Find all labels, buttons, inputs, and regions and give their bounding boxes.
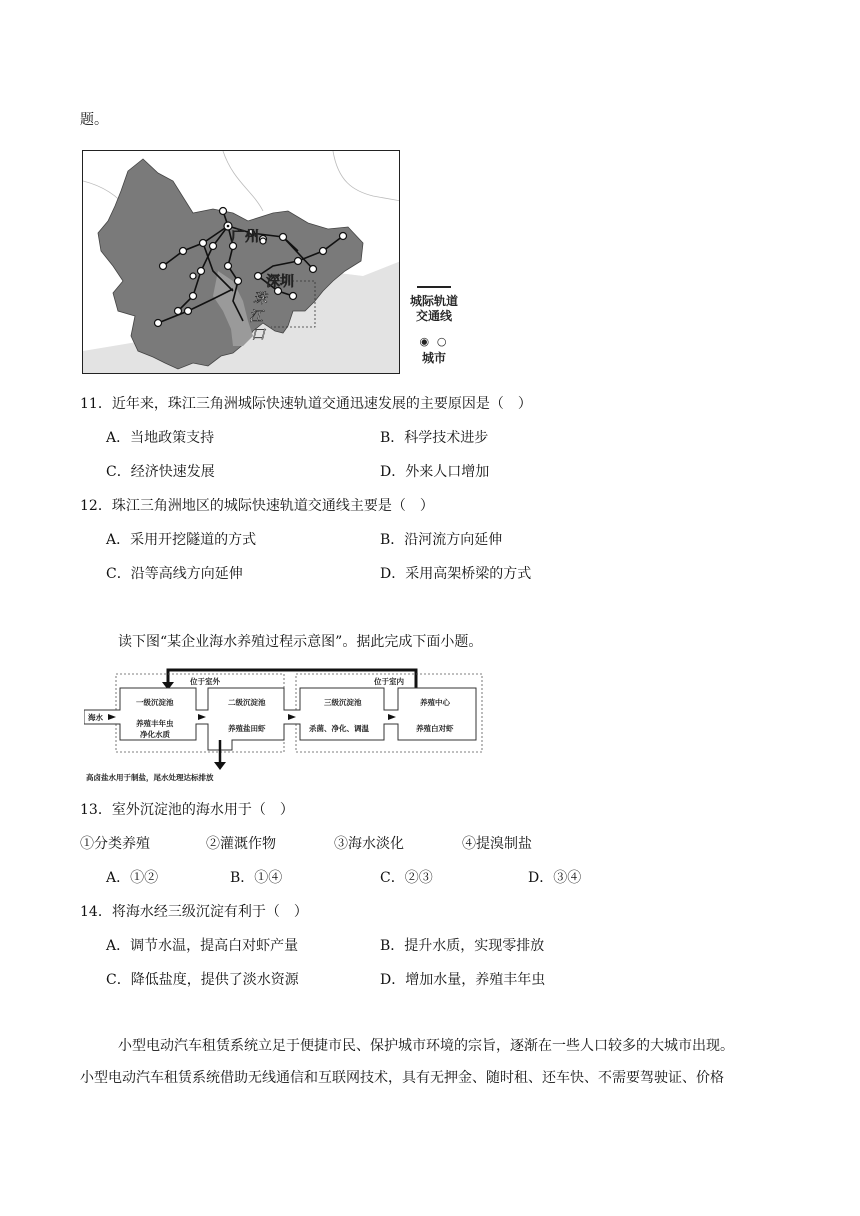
tank1-line1: 养殖丰年虫 — [136, 719, 174, 728]
legend-city-symbols: ◉ ○ — [419, 335, 449, 348]
pearl-river-delta-map — [82, 150, 400, 374]
q12-option-d: D．采用高架桥梁的方式 — [380, 566, 532, 582]
q13-option-c: C．②③ — [380, 870, 433, 886]
q12-stem: 12．珠江三角洲地区的城际快速轨道交通线主要是（ ） — [80, 498, 434, 514]
tank3-line1: 杀菌、净化、调温 — [309, 724, 369, 733]
tank1-line2: 净化水质 — [140, 730, 170, 739]
q12-option-c: C．沿等高线方向延伸 — [106, 566, 243, 582]
q14-option-c: C．降低盐度，提供了淡水资源 — [106, 972, 299, 988]
label-indoor: 位于室内 — [374, 677, 404, 686]
q11-option-d: D．外来人口增加 — [380, 464, 490, 480]
tank3-title: 三级沉淀池 — [324, 698, 362, 707]
passage-line-1: 小型电动汽车租赁系统立足于便捷市民、保护城市环境的宗旨，逐渐在一些人口较多的大城市出现。 — [118, 1038, 734, 1054]
q13-item-2: ②灌溉作物 — [206, 836, 276, 852]
map-graphic — [83, 151, 400, 374]
label-river-2: 江 — [249, 309, 263, 325]
q11-option-a: A．当地政策支持 — [106, 430, 215, 446]
legend-city-label: 城市 — [421, 351, 446, 365]
q13-item-1: ①分类养殖 — [80, 836, 150, 852]
center-line1: 养殖白对虾 — [416, 724, 454, 733]
passage-line-2: 小型电动汽车租赁系统借助无线通信和互联网技术，具有无押金、随时租、还车快、不需要驾驶证、价格 — [80, 1070, 724, 1086]
q14-option-a: A．调节水温，提高白对虾产量 — [106, 938, 299, 954]
tank2-line1: 养殖盐田虾 — [228, 724, 266, 733]
q13-item-3: ③海水淡化 — [334, 836, 404, 852]
label-shenzhen: 深圳 — [266, 274, 294, 290]
legend-rail-line — [417, 286, 451, 288]
bottom-note: 高卤盐水用于制盐，尾水处理达标排放 — [86, 773, 214, 782]
q13-item-4: ④提溴制盐 — [462, 836, 532, 852]
label-river-1: 珠 — [253, 291, 267, 307]
q12-option-a: A．采用开挖隧道的方式 — [106, 532, 257, 548]
q12-option-b: B．沿河流方向延伸 — [380, 532, 503, 548]
q14-option-b: B．提升水质，实现零排放 — [380, 938, 545, 954]
label-seawater: 海水 — [88, 713, 103, 722]
label-river-3: 口 — [251, 327, 265, 343]
legend-rail-label-1: 城际轨道 — [409, 294, 458, 308]
tank2-title: 二级沉淀池 — [228, 698, 266, 707]
map-legend — [404, 286, 464, 366]
q11-option-c: C．经济快速发展 — [106, 464, 215, 480]
center-title: 养殖中心 — [420, 698, 450, 707]
q11-option-b: B．科学技术进步 — [380, 430, 489, 446]
reading-intro-2: 读下图“某企业海水养殖过程示意图”。据此完成下面小题。 — [118, 634, 483, 650]
legend-rail-label-2: 交通线 — [415, 309, 452, 323]
intro-fragment: 题。 — [80, 112, 108, 128]
aquaculture-process-diagram — [84, 666, 488, 786]
q13-option-d: D．③④ — [528, 870, 582, 886]
q14-option-d: D．增加水量，养殖丰年虫 — [380, 972, 546, 988]
q13-option-a: A．①② — [106, 870, 159, 886]
q13-stem: 13．室外沉淀池的海水用于（ ） — [80, 802, 294, 818]
q13-option-b: B．①④ — [230, 870, 283, 886]
q11-stem: 11．近年来，珠江三角洲城际快速轨道交通迅速发展的主要原因是（ ） — [80, 396, 532, 412]
tank1-title: 一级沉淀池 — [136, 698, 174, 707]
q14-stem: 14．将海水经三级沉淀有利于（ ） — [80, 904, 308, 920]
label-outdoor: 位于室外 — [190, 677, 220, 686]
label-guangzhou: 广州 — [231, 229, 259, 245]
